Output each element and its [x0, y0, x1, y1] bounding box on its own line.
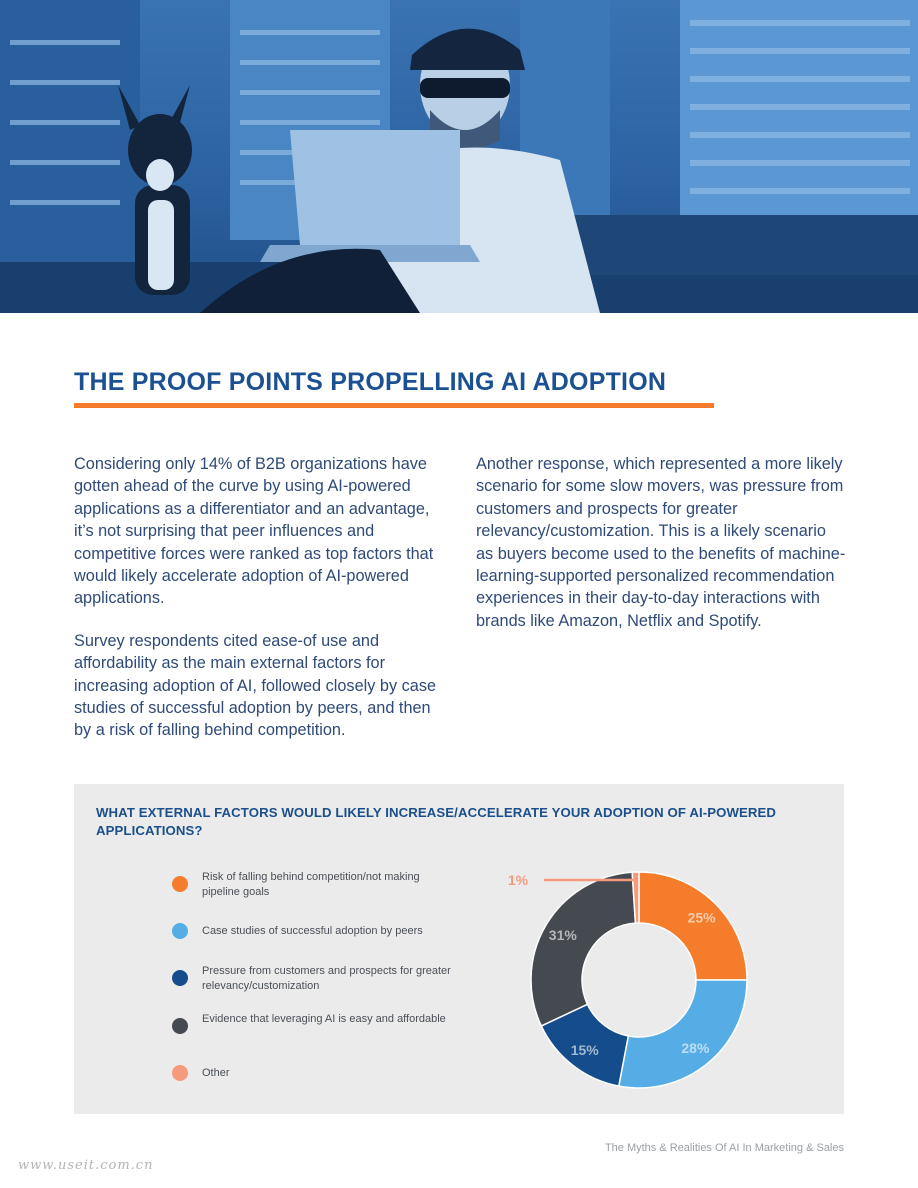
donut-chart: [74, 784, 844, 1114]
slice-label: 15%: [570, 1041, 599, 1058]
slice-label: 25%: [687, 909, 716, 926]
slice-label: 28%: [681, 1040, 710, 1057]
title-underline: [74, 403, 714, 408]
chart-title: WHAT EXTERNAL FACTORS WOULD LIKELY INCREASE/ACCELERATE YOUR ADOPTION OF AI-POWERED APPLICATIONS?: [96, 805, 777, 838]
legend-label: Risk of falling behind competition/not making pipeline goals: [202, 871, 420, 898]
hero-illustration: [0, 0, 918, 313]
slice-label: 1%: [507, 872, 529, 889]
legend-label: Other: [202, 1067, 230, 1079]
slice-evidence: [531, 872, 635, 1026]
right-paragraph-1: Another response, which represented a more likely scenario for some slow movers, was pressure from customers and prospects for greater relevancy/customization. This is a likely scenario as buyers become used to the benefits of machine-learning-supported personalized recommendation experiences in their day-to-day interactions with brands like Amazon, Netflix and Spotify.: [476, 455, 846, 630]
slice-label: 31%: [548, 926, 577, 943]
legend-label: Case studies of successful adoption by peers: [202, 925, 423, 937]
legend-label: Pressure from customers and prospects for greater relevancy/customization: [202, 965, 451, 992]
slice-risk: [639, 872, 747, 980]
watermark-text: www.useit.com.cn: [18, 1158, 154, 1173]
right-column: [476, 453, 846, 652]
left-paragraph-1: Considering only 14% of B2B organizations have gotten ahead of the curve by using AI-powered applications as a differentiator and an advantage, it’s not surprising that peer influences and competitive forces were ranked as top factors that would likely accelerate adoption of AI-powered applications.: [74, 455, 434, 608]
legend-label: Evidence that leveraging AI is easy and affordable: [202, 1013, 446, 1025]
left-paragraph-2: Survey respondents cited ease-of use and affordability as the main external factors for increasing adoption of AI, followed closely by case studies of successful adoption by peers, and then by a risk of falling behind competition.: [74, 631, 437, 740]
page-title: THE PROOF POINTS PROPELLING AI ADOPTION: [74, 368, 667, 396]
chart-panel: [74, 784, 844, 1114]
left-column: [74, 453, 444, 762]
footer-text: The Myths & Realities Of AI In Marketing & Sales: [604, 1142, 844, 1154]
slice-case-studies: [619, 980, 747, 1088]
hero-image: [0, 0, 918, 313]
